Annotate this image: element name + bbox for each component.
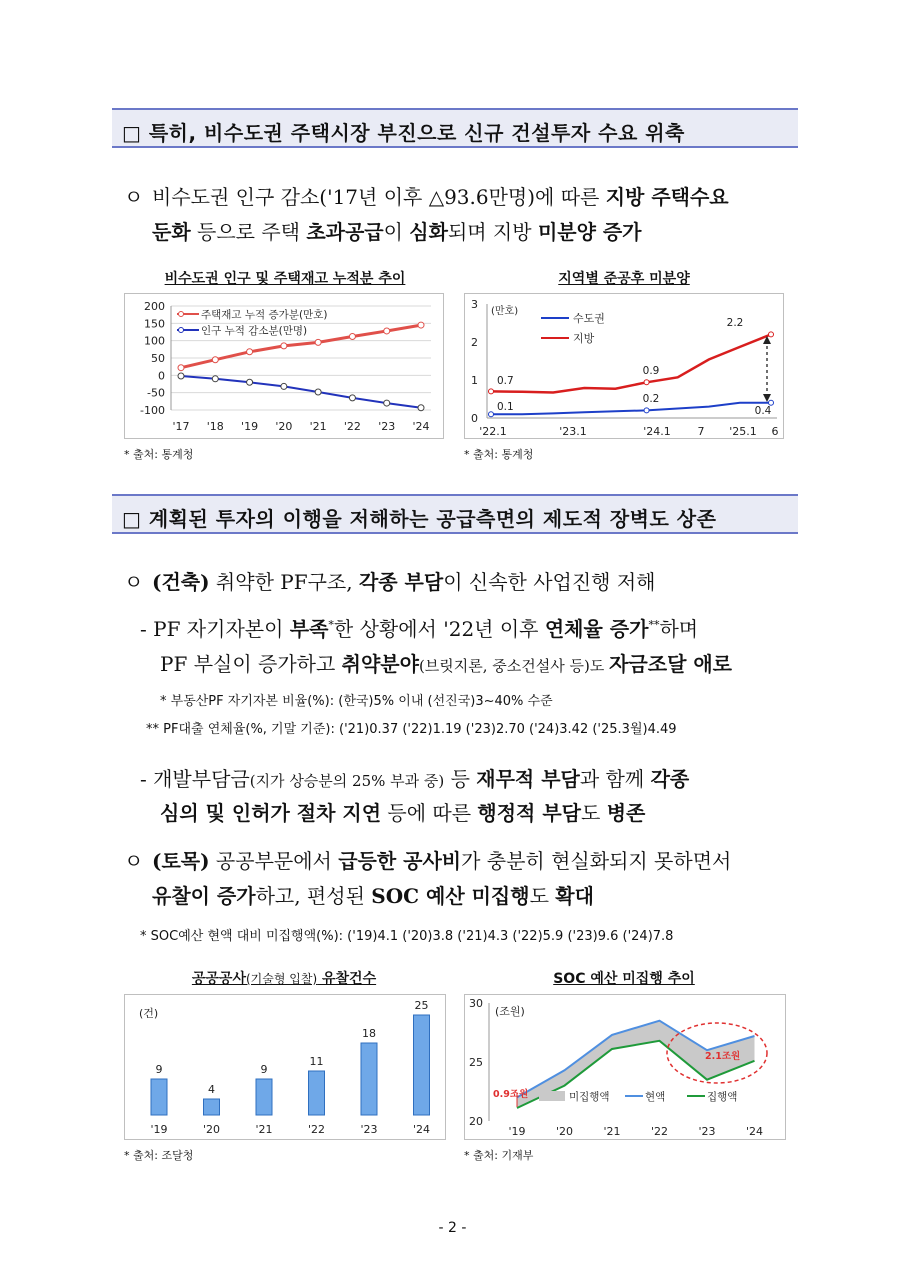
paragraph-line: PF 부실이 증가하고 취약분야(브릿지론, 중소건설사 등)도 자금조달 애로 — [160, 652, 732, 676]
series-line-수도권 — [491, 403, 771, 414]
x-tick-label: '21 — [603, 1125, 621, 1138]
chart-3-source: * 출처: 조달청 — [124, 1149, 194, 1162]
y-tick-label: 20 — [469, 1115, 483, 1128]
chart-1-source: * 출처: 통계청 — [124, 448, 194, 461]
y-tick-label: -100 — [140, 404, 165, 417]
x-tick-label: '20 — [202, 1123, 221, 1136]
legend-marker — [179, 328, 184, 333]
data-label: 0.2 — [642, 393, 660, 405]
section-title-1: □ 특히, 비수도권 주택시장 부진으로 신규 건설투자 수요 위축 — [122, 121, 685, 145]
paragraph-line: (건축) 취약한 PF구조, 각종 부담이 신속한 사업진행 저해 — [152, 570, 656, 594]
legend-label: 집행액 — [707, 1091, 738, 1103]
legend-label: 수도권 — [573, 312, 605, 325]
data-point — [315, 389, 321, 395]
chart-1-svg — [125, 294, 443, 438]
data-label: 18 — [362, 1027, 376, 1040]
legend-label: 현액 — [645, 1091, 666, 1103]
x-tick-label: '22 — [307, 1123, 326, 1136]
x-tick-label: '19 — [150, 1123, 168, 1136]
x-tick-label: 6 — [771, 425, 779, 438]
x-tick-label: '22 — [650, 1125, 669, 1138]
y-tick-label: 30 — [469, 997, 483, 1010]
data-point — [212, 357, 218, 363]
bar — [204, 1099, 220, 1115]
data-label: 9 — [155, 1063, 163, 1076]
y-tick-label: 1 — [471, 374, 478, 387]
data-label: 9 — [260, 1063, 268, 1076]
data-point — [418, 405, 424, 411]
bullet-marker: ㅇ — [124, 849, 144, 873]
legend-label: 주택재고 누적 증가분(만호) — [201, 309, 328, 321]
data-point — [418, 322, 424, 328]
legend-label: 미집행액 — [569, 1091, 610, 1103]
data-point — [384, 328, 390, 334]
data-point — [315, 339, 321, 345]
data-label: 0.4 — [754, 405, 772, 417]
bar — [151, 1079, 167, 1115]
bar — [256, 1079, 272, 1115]
chart-title-2: 지역별 준공후 미분양 — [558, 271, 690, 287]
data-label: 0.9 — [642, 365, 660, 377]
data-point — [644, 380, 649, 385]
paragraph-line: 둔화 등으로 주택 초과공급이 심화되며 지방 미분양 증가 — [152, 220, 642, 244]
data-point — [247, 349, 253, 355]
chart-2-svg — [465, 294, 783, 438]
bullet-marker: ㅇ — [124, 570, 144, 594]
bullet-marker: ㅇ — [124, 185, 144, 209]
paragraph-line: 비수도권 인구 감소('17년 이후 △93.6만명)에 따른 지방 주택수요 — [152, 185, 729, 209]
section-title-2: □ 계획된 투자의 이행을 저해하는 공급측면의 제도적 장벽도 상존 — [122, 507, 717, 531]
bar — [309, 1071, 325, 1115]
x-tick-label: 7 — [697, 425, 705, 438]
legend-label: 인구 누적 감소분(만명) — [201, 325, 308, 337]
unit-label: (건) — [139, 1007, 159, 1020]
data-point — [349, 395, 355, 401]
chart-4-svg — [465, 995, 785, 1139]
data-point — [644, 408, 649, 413]
x-tick-label: '18 — [206, 420, 224, 433]
data-label: 25 — [414, 999, 429, 1012]
footnote: * 부동산PF 자기자본 비율(%): (한국)5% 이내 (선진국)3~40% 수준 — [160, 694, 553, 709]
bar — [361, 1043, 377, 1115]
x-tick-label: '19 — [508, 1125, 526, 1138]
y-tick-label: 100 — [144, 334, 165, 348]
x-tick-label: '22 — [343, 420, 361, 433]
chart-title-1: 비수도권 인구 및 주택재고 누적분 추이 — [164, 271, 406, 287]
data-point — [489, 389, 494, 394]
unit-label: (만호) — [491, 306, 519, 317]
chart-title-3: 공공공사(기술형 입찰) 유찰건수 — [191, 971, 377, 987]
chart-3-svg — [125, 995, 445, 1139]
page-number: - 2 - — [438, 1220, 467, 1236]
unit-label: (조원) — [495, 1005, 525, 1018]
data-label: 0.7 — [497, 375, 514, 387]
footnote: * SOC예산 현액 대비 미집행액(%): ('19)4.1 ('20)3.8 ('21)4.3 ('22)5.9 ('23)9.6 ('24)7.8 — [140, 929, 674, 944]
chart-3 — [124, 994, 446, 1140]
annotation-label: 2.1조원 — [705, 1051, 741, 1062]
bar — [414, 1015, 430, 1115]
data-point — [212, 376, 218, 382]
y-tick-label: 0 — [158, 369, 165, 383]
data-point — [489, 412, 494, 417]
paragraph-line: - 개발부담금(지가 상승분의 25% 부과 중) 등 재무적 부담과 함께 각종 — [140, 767, 690, 791]
y-tick-label: 25 — [469, 1056, 483, 1069]
chart-title-4: SOC 예산 미집행 추이 — [553, 971, 695, 987]
x-tick-label: '17 — [172, 420, 190, 433]
data-label: 0.1 — [497, 401, 514, 413]
legend-swatch — [539, 1091, 565, 1101]
x-tick-label: '20 — [275, 420, 293, 433]
data-point — [349, 334, 355, 340]
data-label: 2.2 — [726, 317, 744, 329]
annotation-label: 0.9조원 — [493, 1089, 529, 1100]
chart-2 — [464, 293, 784, 439]
data-point — [178, 373, 184, 379]
data-point — [178, 365, 184, 371]
x-tick-label: '23 — [360, 1123, 378, 1136]
paragraph-line: - PF 자기자본이 부족*한 상황에서 '22년 이후 연체율 증가**하며 — [140, 617, 699, 641]
series-line-지방 — [491, 334, 771, 392]
x-tick-label: '24 — [412, 1123, 431, 1136]
y-tick-label: 150 — [144, 317, 165, 331]
x-tick-label: '22.1 — [479, 425, 507, 438]
x-tick-label: '23 — [698, 1125, 716, 1138]
data-label: 11 — [309, 1055, 324, 1068]
chart-1 — [124, 293, 444, 439]
section-header-1 — [112, 108, 798, 148]
data-label: 4 — [208, 1083, 215, 1096]
y-tick-label: 0 — [471, 412, 478, 425]
y-tick-label: 2 — [471, 336, 478, 349]
x-tick-label: '24 — [745, 1125, 764, 1138]
legend-marker — [179, 312, 184, 317]
x-tick-label: '20 — [555, 1125, 574, 1138]
paragraph-line: 유찰이 증가하고, 편성된 SOC 예산 미집행도 확대 — [152, 884, 594, 908]
footnote: ** PF대출 연체율(%, 기말 기준): ('21)0.37 ('22)1.19 ('23)2.70 ('24)3.42 ('25.3월)4.49 — [146, 722, 677, 737]
section-header-2 — [112, 494, 798, 534]
x-tick-label: '24 — [412, 420, 430, 433]
chart-4-source: * 출처: 기재부 — [464, 1149, 534, 1162]
legend-label: 지방 — [573, 332, 595, 345]
data-point — [384, 400, 390, 406]
x-tick-label: '21 — [309, 420, 327, 433]
chart-2-source: * 출처: 통계청 — [464, 448, 534, 461]
x-tick-label: '23 — [378, 420, 396, 433]
x-tick-label: '21 — [255, 1123, 273, 1136]
y-tick-label: 200 — [144, 300, 165, 313]
y-tick-label: 3 — [471, 298, 478, 311]
data-point — [247, 379, 253, 385]
x-tick-label: '24.1 — [643, 425, 671, 438]
x-tick-label: '25.1 — [729, 425, 757, 438]
chart-4 — [464, 994, 786, 1140]
x-tick-label: '23.1 — [559, 425, 587, 438]
paragraph-line: 심의 및 인허가 절차 지연 등에 따른 행정적 부담도 병존 — [160, 801, 646, 825]
y-tick-label: -50 — [147, 386, 165, 400]
x-tick-label: '19 — [241, 420, 259, 433]
data-point — [769, 332, 774, 337]
paragraph-line: (토목) 공공부문에서 급등한 공사비가 충분히 현실화되지 못하면서 — [152, 849, 732, 873]
y-tick-label: 50 — [151, 352, 165, 365]
data-point — [281, 343, 287, 349]
data-point — [281, 383, 287, 389]
